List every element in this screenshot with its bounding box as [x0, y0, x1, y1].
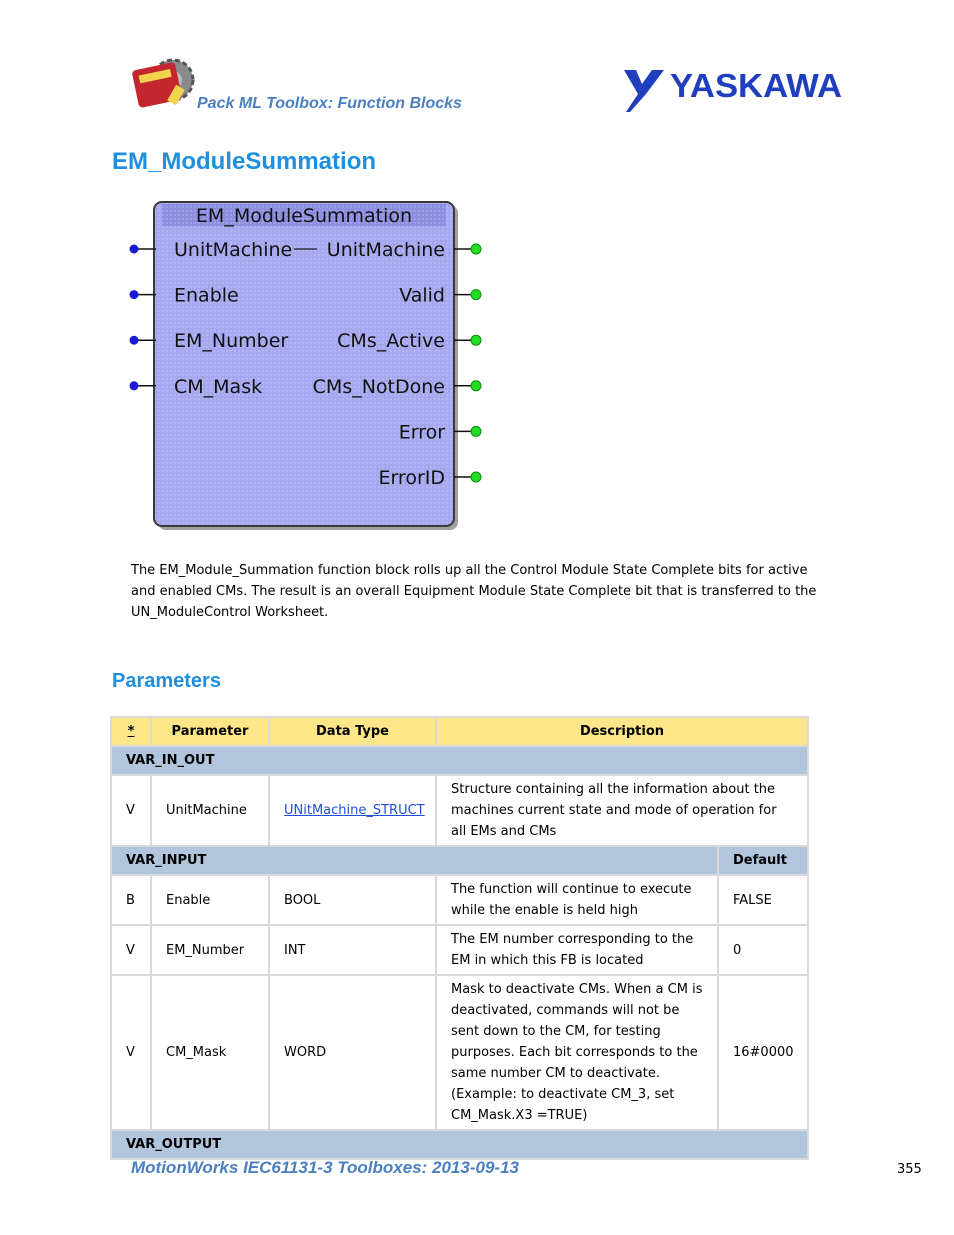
- page-title: EM_ModuleSummation: [112, 148, 377, 175]
- fb-title: EM_ModuleSummation: [195, 205, 413, 227]
- input-label: Enable: [174, 284, 239, 307]
- output-label: CMs_NotDone: [312, 375, 445, 398]
- table-row: [111, 875, 808, 925]
- param-type: INT: [269, 925, 436, 975]
- col-header-description: Description: [436, 717, 808, 746]
- output-label: ErrorID: [378, 467, 445, 489]
- param-description: The EM number corresponding to the EM in which this FB is located: [436, 925, 718, 975]
- param-kind: V: [111, 775, 151, 846]
- output-pin-cms-active: [471, 335, 481, 345]
- col-header-default: Default: [718, 846, 808, 875]
- output-pin-error: [471, 426, 481, 436]
- param-default: 0: [718, 925, 808, 975]
- param-description: Structure containing all the information about the machines current state and mode of operation for all EMs and CMs: [436, 775, 808, 846]
- param-type: WORD: [269, 975, 436, 1130]
- output-label: UnitMachine: [326, 239, 445, 261]
- output-label: Error: [398, 421, 445, 444]
- parameters-table: [110, 716, 809, 1160]
- param-kind: V: [111, 975, 151, 1130]
- param-name: EM_Number: [151, 925, 269, 975]
- param-description: Mask to deactivate CMs. When a CM is deactivated, commands will not be sent down to the CM, for testing purposes. Each bit corresponds to the same number CM to deactivate. (Example: to deactivate CM_3, set CM_Mask.X3 =TRUE): [436, 975, 718, 1130]
- param-description: The function will continue to execute while the enable is held high: [436, 875, 718, 925]
- header-title: Pack ML Toolbox: Function Blocks: [197, 95, 462, 112]
- col-header-parameter: Parameter: [151, 717, 269, 746]
- param-name: CM_Mask: [151, 975, 269, 1130]
- param-kind: B: [111, 875, 151, 925]
- table-row: [111, 925, 808, 975]
- input-pin-em-number: [130, 336, 139, 345]
- output-pin-errorid: [471, 472, 481, 482]
- output-label: CMs_Active: [337, 330, 445, 353]
- input-pin-cm-mask: [130, 381, 139, 390]
- yaskawa-logo: [622, 66, 844, 112]
- parameters-heading: Parameters: [112, 670, 221, 692]
- param-default: FALSE: [718, 875, 808, 925]
- input-label: EM_Number: [174, 330, 289, 353]
- input-pin-enable: [130, 290, 139, 299]
- function-block-diagram: [122, 198, 492, 534]
- table-row: [111, 775, 808, 846]
- output-pin-cms-notdone: [471, 381, 481, 391]
- data-type-link[interactable]: UNitMachine_STRUCT: [269, 775, 436, 846]
- section-var-output: VAR_OUTPUT: [111, 1130, 808, 1159]
- param-default: 16#0000: [718, 975, 808, 1130]
- input-pin-unitmachine: [130, 245, 139, 254]
- output-label: Valid: [399, 284, 445, 307]
- col-header-data-type: Data Type: [269, 717, 436, 746]
- param-kind: V: [111, 925, 151, 975]
- param-type: BOOL: [269, 875, 436, 925]
- col-header-star: *: [111, 717, 151, 746]
- input-label: UnitMachine: [174, 239, 293, 261]
- svg-text:YASKAWA: YASKAWA: [670, 67, 842, 104]
- output-pin-unitmachine: [471, 244, 481, 254]
- section-var-in-out: VAR_IN_OUT: [111, 746, 808, 775]
- input-label: CM_Mask: [174, 375, 263, 398]
- output-pin-valid: [471, 290, 481, 300]
- toolbox-logo-icon: [131, 56, 199, 112]
- section-var-input: VAR_INPUT: [111, 846, 718, 875]
- table-row: [111, 975, 808, 1130]
- page-number: 355: [897, 1162, 922, 1177]
- param-name: UnitMachine: [151, 775, 269, 846]
- param-name: Enable: [151, 875, 269, 925]
- description: The EM_Module_Summation function block rolls up all the Control Module State Complete bits for active and enabled CMs. The result is an overall Equipment Module State Complete bit that is transferred to the UN_ModuleControl Worksheet.: [131, 563, 817, 620]
- footer-text: MotionWorks IEC61131-3 Toolboxes: 2013-09-13: [131, 1158, 519, 1177]
